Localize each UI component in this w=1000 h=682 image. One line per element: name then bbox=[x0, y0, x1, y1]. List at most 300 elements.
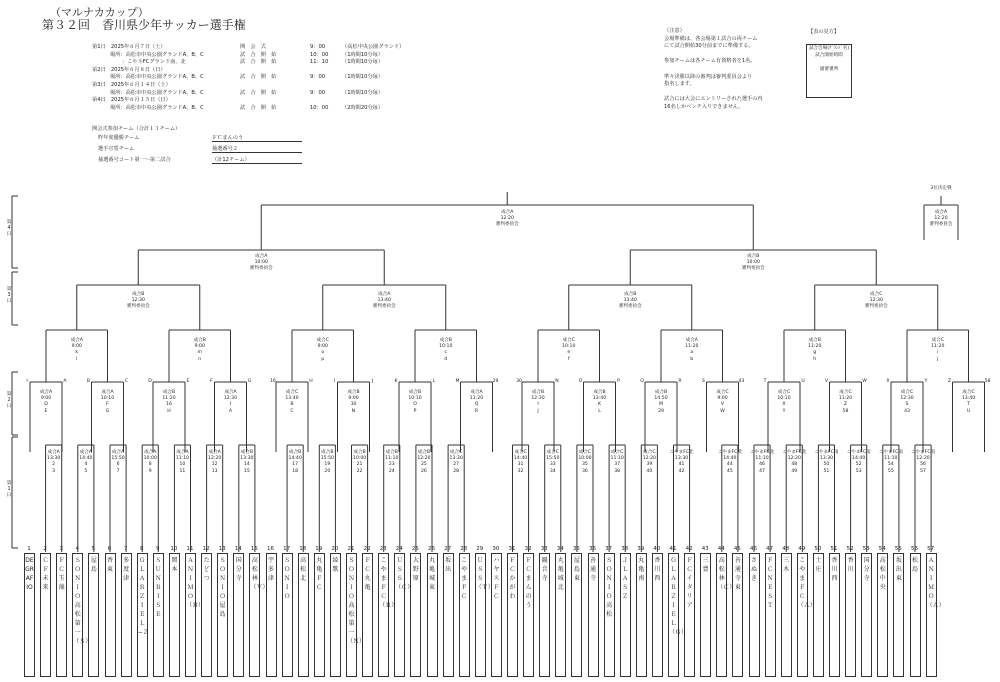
match-text-line: 15:50 bbox=[320, 456, 334, 462]
match-text-line: Z bbox=[843, 402, 848, 408]
quarter-match bbox=[600, 292, 660, 311]
round16-match bbox=[539, 338, 599, 363]
team-box: 多度津 bbox=[121, 553, 132, 677]
team-number: 11 bbox=[186, 546, 194, 552]
round16-match bbox=[47, 338, 107, 363]
match-text-line: 10:10 bbox=[100, 396, 115, 402]
team-box: 大野原 bbox=[410, 553, 421, 677]
round2-slot-label: M bbox=[455, 379, 460, 384]
match-text-line: 23 bbox=[388, 462, 395, 468]
match-text-line: こやまFC北 bbox=[717, 450, 742, 455]
team-number: 19 bbox=[315, 546, 323, 552]
semi-match bbox=[231, 254, 291, 273]
match-text-line: I bbox=[229, 402, 232, 408]
match-text-line: H bbox=[167, 408, 171, 414]
round2-match bbox=[816, 390, 876, 415]
round2-slot-label: J bbox=[371, 379, 374, 384]
match-text-line: 14:40 bbox=[79, 456, 93, 462]
match-text-line: 12:20 bbox=[934, 216, 948, 222]
schedule-day: 場所：高松市中央公園グランドA、B、C bbox=[110, 104, 204, 111]
schedule-event: 試 合 開 始 bbox=[240, 74, 277, 81]
match-text-line: 44 bbox=[726, 462, 733, 468]
opening-heading: 開会式参加チーム（合計１３チーム） bbox=[92, 126, 181, 132]
match-text-line: 10:10 bbox=[777, 396, 791, 402]
match-text-line: 25 bbox=[421, 462, 427, 468]
team-number: 51 bbox=[830, 546, 838, 552]
match-text-line: T bbox=[967, 402, 970, 408]
team-number: 45 bbox=[733, 546, 741, 552]
match-text-line: 41 bbox=[678, 462, 685, 468]
match-text-line: 成合A bbox=[255, 254, 268, 259]
match-text-line: I bbox=[537, 402, 539, 408]
team-box: ＡＮＩＭＯ（Ａ） bbox=[926, 553, 937, 677]
round2-slot-label: P bbox=[617, 379, 620, 384]
round2-slot-label: K bbox=[394, 379, 398, 384]
match-text-line: 審判委員会 bbox=[372, 304, 396, 310]
quarter-match bbox=[108, 292, 168, 311]
match-text-line: 14:40 bbox=[852, 456, 866, 462]
team-number: 17 bbox=[283, 546, 291, 552]
team-box: ＦＣまんのう bbox=[523, 553, 534, 677]
match-text-line: 成合B bbox=[240, 450, 254, 455]
match-text-line: 成合A bbox=[934, 210, 948, 215]
schedule-note: （1時間10分毎） bbox=[342, 59, 384, 66]
team-box: こやまＦＣ bbox=[459, 553, 470, 677]
team-box: 綾歌 bbox=[330, 553, 341, 677]
team-box: さぬき bbox=[749, 553, 760, 677]
match-text-line: 11:20 bbox=[931, 344, 945, 350]
team-box: 坂出 bbox=[443, 553, 454, 677]
match-text-line: 3 bbox=[52, 468, 56, 474]
team-number: 57 bbox=[927, 546, 935, 552]
match-text-line: 12:20 bbox=[916, 456, 930, 462]
match-text-line: 9:00 bbox=[348, 396, 359, 402]
match-text-line: 成合B bbox=[531, 390, 545, 395]
match-text-line: p bbox=[321, 356, 325, 362]
team-number: 26 bbox=[428, 546, 435, 552]
round1-match bbox=[700, 450, 760, 475]
match-text-line: G bbox=[105, 408, 110, 414]
team-box: 高松林（Ｃ） bbox=[716, 553, 727, 677]
team-box: ＦＣ玉藻 bbox=[56, 553, 67, 677]
team-box: こやまＦＣ（Ａ） bbox=[797, 553, 808, 677]
round2-slot-label: 58 bbox=[984, 379, 991, 384]
team-box: こやまＦＣ（Ｒ） bbox=[378, 553, 389, 677]
match-text-line: 13:40 bbox=[285, 396, 299, 402]
match-text-line: 58 bbox=[842, 408, 849, 414]
match-text-line: 12:20 bbox=[642, 456, 656, 462]
match-text-line: 審判委員会 bbox=[126, 304, 150, 310]
match-text-line: 37 bbox=[614, 462, 621, 468]
match-text-line: 成合A bbox=[685, 338, 698, 343]
match-text-line: K bbox=[597, 402, 601, 408]
team-number: 37 bbox=[605, 546, 613, 552]
round2-match bbox=[877, 390, 937, 415]
team-number: 46 bbox=[750, 546, 757, 552]
team-box: 香川西 bbox=[652, 553, 663, 677]
round2-match bbox=[939, 390, 999, 415]
match-text-line: U bbox=[966, 408, 971, 414]
round2-slot-label: I bbox=[333, 379, 336, 384]
team-box: 高松林（Ｖ） bbox=[249, 553, 260, 677]
quarter-match bbox=[354, 292, 414, 311]
round2-match bbox=[570, 390, 630, 415]
round2-slot-label: B bbox=[86, 379, 91, 384]
match-text-line: O bbox=[413, 402, 417, 408]
team-number: 27 bbox=[444, 546, 452, 552]
match-text-line: C bbox=[290, 408, 294, 414]
opening-label: 選手宣誓チーム bbox=[98, 146, 135, 152]
match-text-line: 成合A bbox=[111, 450, 125, 455]
match-text-line: 8 bbox=[148, 462, 152, 468]
match-text-line: a bbox=[690, 350, 694, 356]
team-box: 屋島 bbox=[88, 553, 99, 677]
schedule-day: 第1日 2025年６月７日（土） bbox=[92, 44, 166, 50]
team-box: 国分寺 bbox=[233, 553, 244, 677]
match-text-line: 11:20 bbox=[469, 396, 484, 402]
round2-slot-label: X bbox=[886, 379, 890, 384]
match-text-line: 13 bbox=[211, 468, 218, 474]
match-text-line: 成合B bbox=[747, 254, 760, 259]
match-text-line: 成合B bbox=[624, 292, 637, 297]
match-text-line: 成合A bbox=[224, 390, 237, 395]
match-text-line: 56 bbox=[920, 462, 926, 468]
round1-match bbox=[829, 450, 889, 475]
match-text-line: 51 bbox=[823, 468, 830, 474]
match-text-line: 12 bbox=[211, 462, 218, 468]
team-box: ＦＣＮＥＳＴ bbox=[765, 553, 776, 677]
match-text-line: 13:30 bbox=[240, 456, 254, 462]
match-text-line: 9:00 bbox=[40, 396, 52, 402]
match-text-line: 19 bbox=[324, 462, 331, 468]
notes-heading: （注意） bbox=[664, 28, 685, 34]
match-text-line: N bbox=[351, 408, 356, 414]
match-text-line: 42 bbox=[678, 468, 685, 474]
match-text-line: 10:00 bbox=[578, 456, 592, 462]
team-box: ハヤスＦＣ bbox=[491, 553, 502, 677]
match-text-line: 成合C bbox=[578, 450, 592, 455]
match-text-line: 14 bbox=[243, 462, 250, 468]
match-text-line: 12:30 bbox=[531, 396, 545, 402]
note-line: 参加チームは各チーム有資格者を1名。 bbox=[664, 58, 756, 65]
match-text-line: 49 bbox=[791, 468, 798, 474]
round16-match bbox=[293, 338, 353, 363]
round2-slot-label: C bbox=[124, 379, 129, 384]
match-text-line: 10:10 bbox=[562, 344, 576, 350]
team-box: 丸亀南 bbox=[636, 553, 647, 677]
match-text-line: 7 bbox=[116, 468, 120, 474]
team-box: 高松中央 bbox=[877, 553, 888, 677]
match-text-line: 57 bbox=[920, 468, 926, 474]
team-number: 4 bbox=[75, 546, 80, 552]
round1-match bbox=[426, 450, 486, 475]
team-box: 丸亀ＦＣ bbox=[314, 553, 325, 677]
match-text-line: 成合A bbox=[101, 390, 114, 395]
schedule-time: 9：00 bbox=[310, 74, 326, 81]
match-text-line: 11:10 bbox=[175, 456, 190, 462]
team-number: 48 bbox=[782, 546, 790, 552]
match-text-line: 成合C bbox=[449, 450, 463, 455]
legend-line: 副審審判 bbox=[819, 67, 839, 72]
match-text-line: 15 bbox=[243, 468, 250, 474]
match-text-line: b bbox=[690, 356, 694, 362]
opening-value: ＦＣまんのう bbox=[212, 134, 302, 142]
match-text-line: 成合C bbox=[285, 390, 299, 395]
match-text-line: 17 bbox=[292, 462, 299, 468]
match-text-line: 審判委員会 bbox=[249, 266, 273, 272]
round2-slot-label: L bbox=[432, 379, 436, 384]
match-text-line: 14:40 bbox=[513, 456, 528, 462]
match-text-line: 成合B bbox=[321, 450, 334, 455]
match-text-line: 29 bbox=[658, 408, 664, 414]
match-text-line: 成合B bbox=[288, 450, 302, 455]
round-label: 第4日 bbox=[6, 220, 12, 237]
schedule-time: 10：00 bbox=[310, 104, 329, 111]
round2-slot-label: N bbox=[555, 379, 559, 384]
match-text-line: 成合B bbox=[408, 390, 422, 395]
round2-slot-label: U bbox=[801, 379, 805, 384]
team-box: 岡本 bbox=[169, 553, 180, 677]
match-text-line: 成合A bbox=[470, 390, 483, 395]
match-text-line: 15:50 bbox=[546, 456, 560, 462]
match-text-line: こやまFC北 bbox=[669, 450, 694, 455]
schedule-day: 場所：高松市中央公園グランドA、B、C bbox=[110, 51, 204, 58]
match-text-line: 成合C bbox=[316, 338, 329, 343]
match-text-line: W bbox=[720, 408, 725, 414]
match-text-line: 11:20 bbox=[808, 344, 822, 350]
team-box: ＳＯＮＩＯ高松第一（Ｓ） bbox=[72, 553, 83, 677]
round2-match bbox=[324, 390, 384, 415]
match-text-line: k bbox=[75, 350, 79, 356]
team-box: 屋島東 bbox=[571, 553, 582, 677]
team-box: 三豊 bbox=[700, 553, 711, 677]
match-text-line: 成合C bbox=[870, 292, 883, 297]
round16-match bbox=[416, 338, 476, 363]
match-text-line: 12:30 bbox=[131, 298, 145, 304]
team-number: 23 bbox=[379, 546, 387, 552]
team-box: 三木 bbox=[781, 553, 792, 677]
opening-value: 抽選番号２ bbox=[212, 145, 302, 153]
team-number: 31 bbox=[508, 546, 516, 552]
schedule-time: 9：00 bbox=[310, 44, 326, 50]
team-box: 丸亀城東 bbox=[427, 553, 438, 677]
schedule-event: 試 合 開 始 bbox=[240, 104, 277, 111]
match-text-line: 32 bbox=[517, 468, 524, 474]
match-text-line: D bbox=[44, 402, 48, 408]
round2-match bbox=[201, 390, 261, 415]
round2-slot-label: G bbox=[247, 379, 252, 384]
team-box: ＳＯＮＩＯ bbox=[282, 553, 293, 677]
team-number: 12 bbox=[202, 546, 210, 552]
team-number: 52 bbox=[846, 546, 854, 552]
round2-match bbox=[16, 390, 76, 415]
team-box: たどつ bbox=[201, 553, 212, 677]
match-text-line: 43 bbox=[904, 408, 910, 414]
match-text-line: 成合C bbox=[777, 390, 791, 395]
round16-match bbox=[785, 338, 845, 363]
team-number: 21 bbox=[347, 546, 355, 552]
round2-slot-label: 30 bbox=[516, 379, 522, 384]
round2-match bbox=[139, 390, 199, 415]
round2-slot-label: A bbox=[63, 379, 67, 384]
match-text-line: 審判委員会 bbox=[618, 304, 642, 310]
round2-slot-label: H bbox=[309, 379, 313, 384]
schedule-day: 場所：高松市中央公園グランドA、B、C bbox=[110, 89, 204, 96]
team-number: 6 bbox=[107, 546, 112, 552]
team-box: 松島 bbox=[910, 553, 921, 677]
round2-slot-label: Y bbox=[924, 379, 928, 384]
round2-match bbox=[262, 390, 322, 415]
round2-slot-label: Q bbox=[640, 379, 644, 384]
opening-label: 抽選番号コート第一〜第二試合 bbox=[98, 157, 171, 163]
match-text-line: こやまFC北 bbox=[782, 450, 807, 455]
note-line: 指名します。 bbox=[664, 81, 695, 88]
team-box: ＳＯＮＩＯ屋島 bbox=[217, 553, 228, 677]
match-text-line: 5 bbox=[84, 468, 88, 474]
schedule-time: 11：10 bbox=[310, 59, 329, 66]
team-box: 善通寺東 bbox=[732, 553, 743, 677]
match-text-line: 12:20 bbox=[417, 456, 431, 462]
round2-slot-label: Z bbox=[947, 379, 952, 384]
match-text-line: 成合B bbox=[353, 450, 366, 455]
team-box: ＦＣ丸亀 bbox=[362, 553, 373, 677]
match-text-line: 成合C bbox=[931, 338, 944, 343]
match-text-line: 9:00 bbox=[71, 344, 82, 350]
team-number: 15 bbox=[250, 546, 258, 552]
match-text-line: 10:00 bbox=[746, 260, 760, 266]
match-text-line: 18 bbox=[292, 468, 299, 474]
team-number: 16 bbox=[267, 546, 274, 552]
match-text-line: 成合B bbox=[385, 450, 398, 455]
round-label: 第1日 bbox=[6, 480, 12, 498]
opening-value: （計12チーム） bbox=[212, 156, 302, 164]
match-text-line: F bbox=[106, 402, 109, 408]
team-number: 42 bbox=[685, 546, 693, 552]
team-number: 55 bbox=[894, 546, 902, 552]
match-text-line: 20 bbox=[324, 468, 331, 474]
match-text-line: P bbox=[413, 408, 417, 414]
note-line: 試合には大会にエントリーされた選手の内 bbox=[664, 96, 763, 103]
match-text-line: 38 bbox=[614, 468, 621, 474]
schedule-event: 試 合 開 始 bbox=[240, 59, 277, 66]
match-text-line: g bbox=[813, 350, 817, 356]
match-text-line: R bbox=[474, 408, 479, 414]
match-text-line: 11 bbox=[179, 468, 186, 474]
round16-match bbox=[908, 338, 968, 363]
round2-match bbox=[78, 390, 138, 415]
match-text-line: 10:00 bbox=[352, 456, 367, 462]
match-text-line: 21 bbox=[356, 462, 363, 468]
round2-match bbox=[385, 390, 445, 415]
team-box: 坂出東 bbox=[893, 553, 904, 677]
round16-match bbox=[662, 338, 722, 363]
round2-match bbox=[754, 390, 814, 415]
schedule-event: 開 会 式 bbox=[240, 44, 266, 50]
match-text-line: 成合A bbox=[144, 450, 157, 455]
team-number: 10 bbox=[170, 546, 178, 552]
match-text-line: 12:20 bbox=[208, 456, 222, 462]
match-text-line: 13:30 bbox=[47, 456, 61, 462]
match-text-line: 26 bbox=[421, 468, 427, 474]
legend-title: 【表の見方】 bbox=[808, 29, 840, 35]
team-number: 47 bbox=[766, 546, 774, 552]
round1-match bbox=[893, 450, 953, 475]
team-number: 18 bbox=[299, 546, 307, 552]
schedule-note: （高松中央公園グランド） bbox=[342, 44, 405, 50]
team-number: 2 bbox=[43, 546, 47, 552]
match-text-line: 成合B bbox=[808, 338, 821, 343]
schedule-day: 第4日 2025年６月１５日（日） bbox=[92, 97, 171, 104]
match-text-line: 成合C bbox=[546, 450, 559, 455]
match-text-line: こやまFC南 bbox=[814, 450, 839, 455]
match-text-line: 13:40 bbox=[961, 396, 976, 402]
match-text-line: 55 bbox=[887, 468, 894, 474]
legend-line: 試合会場(ｸﾞﾗﾝﾄﾞ名) bbox=[808, 46, 850, 51]
match-text-line: 33 bbox=[549, 462, 556, 468]
match-text-line: 成合A bbox=[47, 450, 60, 455]
match-text-line: V bbox=[720, 402, 725, 408]
round2-match bbox=[447, 390, 507, 415]
match-text-line: l bbox=[76, 356, 78, 362]
team-number: 49 bbox=[798, 546, 806, 552]
tournament-subtitle: （マルナカカップ） bbox=[50, 6, 149, 19]
team-box: ＪＬＡＳＺ bbox=[620, 553, 631, 677]
third-place-label: 3位決定戦 bbox=[930, 186, 952, 191]
team-box: 香川西 bbox=[829, 553, 840, 677]
match-text-line: 成合B bbox=[439, 338, 452, 343]
match-text-line: 12:30 bbox=[900, 396, 914, 402]
match-text-line: 15:50 bbox=[111, 456, 125, 462]
match-text-line: 11:10 bbox=[610, 456, 624, 462]
team-number: 25 bbox=[411, 546, 419, 552]
match-text-line: 9:00 bbox=[717, 396, 728, 402]
match-text-line: 審判委員会 bbox=[929, 222, 953, 228]
round2-slot-label: 16 bbox=[270, 379, 276, 384]
match-text-line: 成合C bbox=[643, 450, 656, 455]
match-text-line: e bbox=[567, 350, 571, 356]
match-text-line: X bbox=[782, 402, 786, 408]
team-number: 1 bbox=[27, 546, 31, 552]
match-text-line: d bbox=[444, 356, 448, 362]
legend-line: 試合開始時間 bbox=[815, 53, 843, 58]
team-number: 32 bbox=[524, 546, 532, 552]
opening-label: 昨年度優勝チーム bbox=[98, 135, 140, 141]
team-number: 20 bbox=[331, 546, 339, 552]
match-text-line: m bbox=[197, 350, 202, 356]
match-text-line: 11:10 bbox=[385, 456, 399, 462]
round2-slot-label: I bbox=[26, 379, 28, 384]
match-text-line: 10:00 bbox=[143, 456, 157, 462]
team-number: 43 bbox=[701, 546, 709, 552]
match-text-line: 10:10 bbox=[439, 344, 453, 350]
match-text-line: 53 bbox=[855, 468, 862, 474]
match-text-line: 13:30 bbox=[674, 456, 689, 462]
match-text-line: 13:40 bbox=[377, 298, 391, 304]
match-text-line: 46 bbox=[759, 462, 765, 468]
match-text-line: i bbox=[937, 350, 939, 356]
match-text-line: 成合B bbox=[347, 390, 360, 395]
team-number: 38 bbox=[621, 546, 629, 552]
team-number: 33 bbox=[540, 546, 548, 552]
round1-match bbox=[88, 450, 148, 475]
match-text-line: 27 bbox=[453, 462, 460, 468]
match-text-line: こやまFC南 bbox=[878, 450, 903, 455]
team-number: 34 bbox=[556, 546, 564, 552]
schedule-note: （2時間20分毎） bbox=[342, 104, 384, 111]
team-box: DEGRAFIO bbox=[24, 553, 35, 677]
round16-match bbox=[170, 338, 230, 363]
team-box: ＣＦ未来 bbox=[40, 553, 51, 677]
